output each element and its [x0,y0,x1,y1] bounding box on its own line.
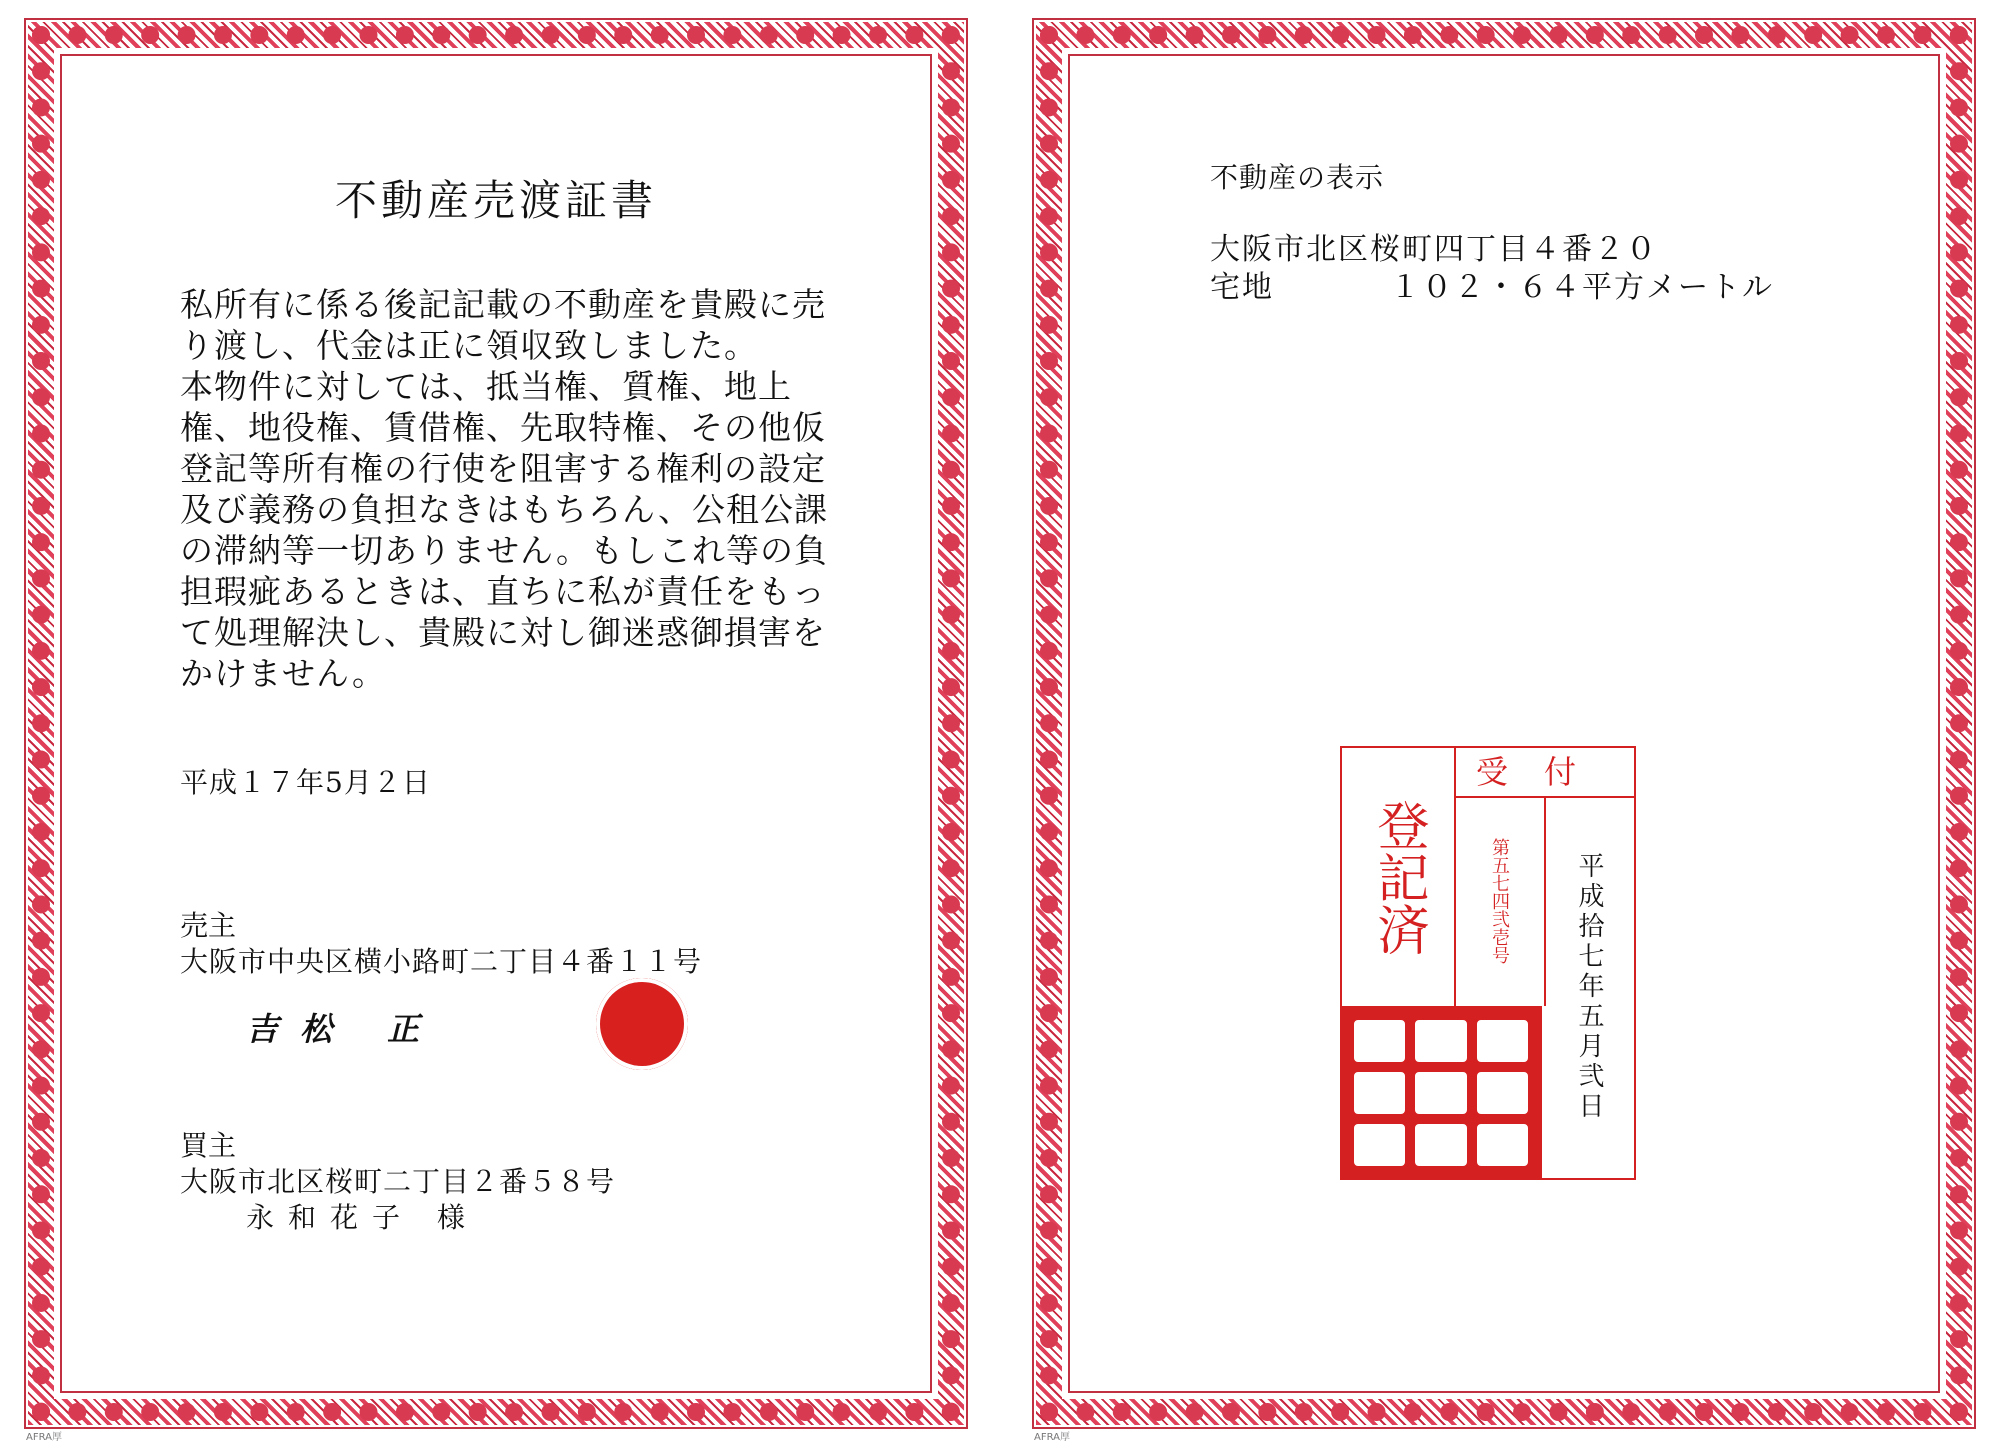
land-type: 宅地 [1210,270,1274,305]
content-area [60,54,932,1393]
paper-mark: AFRA厚 [1034,1432,1070,1443]
property-heading: 不動産の表示 [1210,161,1385,194]
received-label: 受付 [1454,748,1634,798]
buyer-name: 永和花子 様 [246,1201,479,1234]
seller-name: 吉松 正 [246,1010,442,1048]
registration-number: 第五七四弐壱号 [1454,796,1546,1006]
registration-stamp [1340,746,1636,1180]
paper-mark: AFRA厚 [26,1432,62,1443]
seller-seal [596,978,688,1070]
land-area: １０２・６４平方メートル [1390,270,1774,305]
registered-label: 登記済 [1342,748,1456,1006]
property-page [1032,18,1976,1443]
buyer-label: 買主 [180,1129,237,1162]
registration-date: 平成拾七年五月弐日 [1574,852,1604,1122]
deed-page [24,18,968,1443]
content-area [1068,54,1940,1393]
seller-label: 売主 [180,909,237,942]
deed-body-text: 私所有に係る後記記載の不動産を貴殿に売 り渡し、代金は正に領収致しました。 本物件に対しては、抵当権、質権、地上 権、地役権、賃借権、先取特権、その他仮 登記等所有権の行使を阻害する権利の設定 及び義務の負担なきはもちろん、公租公課 の滞納等一切ありません。もしこれ等の負 担瑕疵あるときは、直ちに私が責任をもっ て処理解決し、貴殿に対し御迷惑御損害を かけません。 [180,285,828,693]
buyer-address: 大阪市北区桜町二丁目２番５８号 [180,1165,616,1198]
document-title: 不動産売渡証書 [334,176,657,225]
deed-date: 平成１７年5月２日 [180,766,431,799]
seller-address: 大阪市中央区横小路町二丁目４番１１号 [180,945,703,978]
property-address: 大阪市北区桜町四丁目４番２０ [1210,232,1658,267]
legal-affairs-bureau-seal [1342,1006,1542,1178]
